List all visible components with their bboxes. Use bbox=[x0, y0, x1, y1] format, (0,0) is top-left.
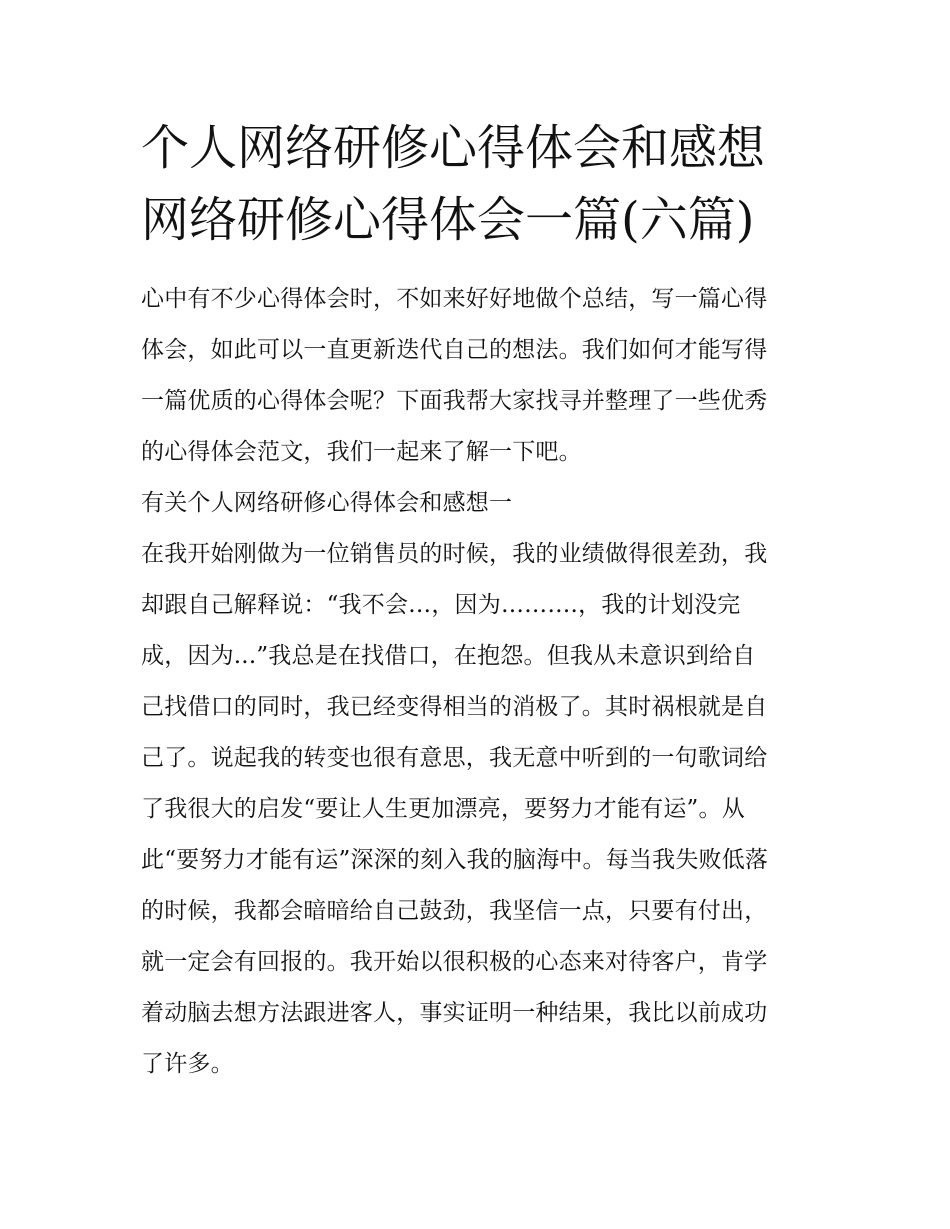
section-line: 就一定会有回报的。我开始以很积极的心态来对待客户，肯学 bbox=[141, 949, 768, 975]
title-line: 个人网络研修心得体会和感想 bbox=[141, 120, 766, 176]
document-title bbox=[141, 112, 813, 256]
intro-paragraph bbox=[141, 274, 813, 478]
section-line: 了许多。 bbox=[141, 1051, 234, 1077]
document-page bbox=[141, 112, 813, 1090]
section-line: 的时候，我都会暗暗给自己鼓劲，我坚信一点，只要有付出， bbox=[141, 898, 768, 924]
intro-line: 体会，如此可以一直更新迭代自己的想法。我们如何才能写得 bbox=[141, 337, 768, 363]
intro-line: 一篇优质的心得体会呢？下面我帮大家找寻并整理了一些优秀 bbox=[141, 388, 768, 414]
section-line: 己找借口的同时，我已经变得相当的消极了。其时祸根就是自 bbox=[141, 694, 768, 720]
section-line: 了我很大的启发“要让人生更加漂亮，要努力才能有运”。从 bbox=[141, 796, 745, 822]
section-line: 着动脑去想方法跟进客人，事实证明一种结果，我比以前成功 bbox=[141, 1000, 768, 1026]
section-line: 此“要努力才能有运”深深的刻入我的脑海中。每当我失败低落 bbox=[141, 847, 769, 873]
section-heading: 有关个人网络研修心得体会和感想一 bbox=[141, 490, 513, 516]
section-line: 却跟自己解释说：“我不会…，因为……….，我的计划没完 bbox=[141, 592, 741, 618]
intro-line: 的心得体会范文，我们一起来了解一下吧。 bbox=[141, 439, 582, 465]
title-line: 网络研修心得体会一篇(六篇) bbox=[141, 192, 755, 248]
section-line: 己了。说起我的转变也很有意思，我无意中听到的一句歌词给 bbox=[141, 745, 768, 771]
section-line: 在我开始刚做为一位销售员的时候，我的业绩做得很差劲，我 bbox=[141, 541, 768, 567]
section-paragraph bbox=[141, 529, 813, 1090]
section-line: 成，因为...”我总是在找借口，在抱怨。但我从未意识到给自 bbox=[141, 643, 756, 669]
intro-line: 心中有不少心得体会时，不如来好好地做个总结，写一篇心得 bbox=[141, 286, 768, 312]
